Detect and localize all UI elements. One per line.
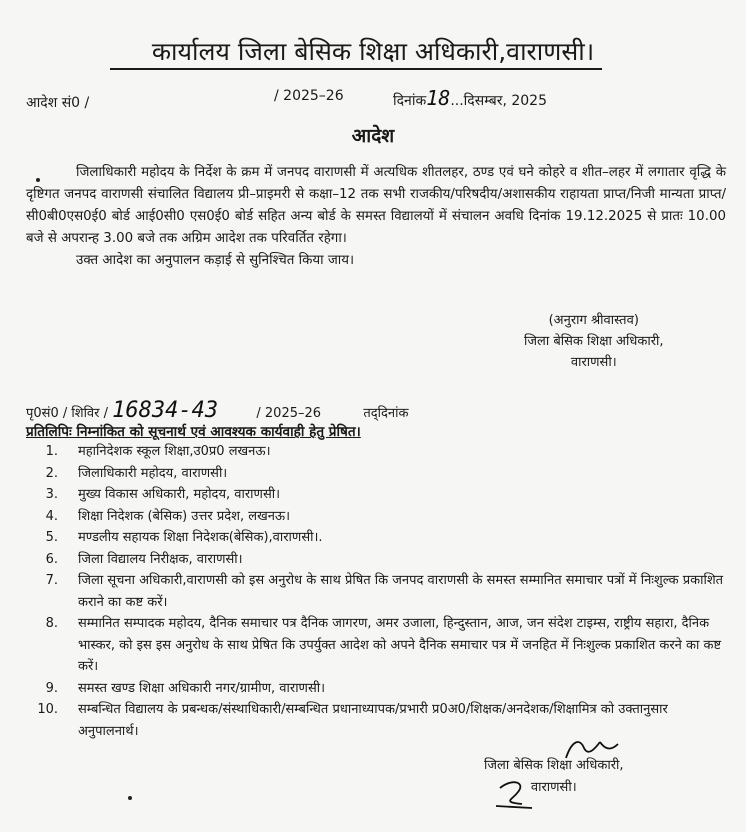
order-date-dots: ... <box>450 93 464 109</box>
recipient-number: 2. <box>45 465 58 481</box>
reference-date: तद्‌दिनांक <box>363 406 409 421</box>
order-date-prefix: दिनांक <box>393 93 427 109</box>
recipient-number: 10. <box>37 702 58 717</box>
recipient-item <box>26 527 726 549</box>
reference-year: / 2025–26 <box>256 406 322 421</box>
recipient-item <box>26 678 726 700</box>
recipient-item <box>26 441 726 463</box>
recipient-text: जिला विद्यालय निरीक्षक, वाराणसी। <box>78 551 243 567</box>
recipient-item <box>26 613 726 678</box>
recipient-list <box>26 441 726 742</box>
recipient-number: 7. <box>45 573 58 588</box>
recipient-item <box>26 549 726 571</box>
signatory-block <box>524 310 664 373</box>
recipient-number: 8. <box>45 616 58 631</box>
reference-number-handwritten: 16834-43 <box>112 398 219 423</box>
reference-line <box>26 398 408 423</box>
signatory-place: वाराणसी। <box>570 355 617 370</box>
title-underline <box>110 68 602 70</box>
footer-signatory-designation: जिला बेसिक शिक्षा अधिकारी, <box>484 758 624 773</box>
order-year: / 2025–26 <box>274 88 344 104</box>
recipient-item <box>26 570 726 613</box>
order-date <box>393 86 547 110</box>
recipient-text: जिला सूचना अधिकारी,वाराणसी को इस अनुरोध के साथ प्रेषित कि जनपद वाराणसी के समस्त सम्मानित समाचार पत्रों में निःशुल्क प्रकाशित कराने का कष्ट करें। <box>78 573 724 610</box>
order-date-handwritten: 18 <box>426 86 451 110</box>
recipient-text: मुख्य विकास अधिकारी, महोदय, वाराणसी। <box>78 487 281 502</box>
reference-prefix: पृ0सं0 / शिविर / <box>26 406 108 421</box>
signatory-name: (अनुराग श्रीवास्तव) <box>548 313 639 328</box>
recipient-text: सम्बन्धित विद्यालय के प्रबन्धक/संस्थाधिकारी/सम्बन्धित प्रधानाध्यापक/प्रभारी प्र0अ0/शिक्षक/अनदेशक/शिक्षामित्र को उक्तानुसार अनुपालनार्थ। <box>78 702 668 739</box>
recipient-text: शिक्षा निदेशक (बेसिक) उत्तर प्रदेश, लखनऊ। <box>78 508 291 524</box>
order-number: आदेश सं0 / <box>26 95 90 111</box>
order-heading: आदेश <box>351 125 395 147</box>
signature-mark <box>560 730 630 766</box>
footer-signatory-place: वाराणसी। <box>530 780 577 795</box>
office-title: कार्यालय जिला बेसिक शिक्षा अधिकारी,वाराणसी। <box>151 37 595 66</box>
recipient-item <box>26 463 726 485</box>
recipient-number: 9. <box>45 680 58 696</box>
recipient-number: 1. <box>45 444 58 459</box>
recipient-text: सम्मानित सम्पादक महोदय, दैनिक समाचार पत्र दैनिक जागरण, अमर उजाला, हिन्दुस्तान, आज, जन संदेश टाइम्स, राष्ट्रीय सहारा, दैनिक भास्कर, को इस इस अनुरोध के साथ प्रेषित कि उपर्युक्त आदेश को अपने दैनिक समाचार पत्र में जनहित में निःशुल्क प्रकाशित करने का कष्ट करें। <box>78 616 722 674</box>
order-paragraph-1: जिलाधिकारी महोदय के निर्देश के क्रम में जनपद वाराणसी में अत्यधिक शीतलहर, ठण्ड एवं घने कोहरे व शीत–लहर में लगातार वृद्धि के दृष्टिगत जनपद वाराणसी संचालित विद्यालय प्री–प्राइमरी से कक्षा–12 तक सभी राजकीय/परिषदीय/अशासकीय राहायता प्राप्त/निजी मान्यता प्राप्त/सी0बी0एस0ई0 बोर्ड आई0सी0 एस0ई0 बोर्ड सहित अन्य बोर्ड के समस्त विद्यालयों में संचालन अवधि दिनांक 19.12.2025 से प्रातः 10.00 बजे से अपरान्ह 3.00 बजे तक अग्रिम आदेश तक परिवर्तित रहेगा। <box>26 165 726 246</box>
order-body <box>26 162 726 272</box>
signatory-designation: जिला बेसिक शिक्षा अधिकारी, <box>524 334 664 349</box>
copy-to-heading: प्रतिलिपिः निम्नांकित को सूचनार्थ एवं आवश्यक कार्यवाही हेतु प्रेषित। <box>26 424 361 440</box>
punch-mark-bottom <box>128 796 132 800</box>
initials-mark <box>492 774 542 814</box>
recipient-number: 3. <box>45 487 58 502</box>
recipient-number: 6. <box>45 551 58 567</box>
recipient-number: 5. <box>45 530 58 545</box>
order-paragraph-2: उक्त आदेश का अनुपालन कड़ाई से सुनिश्चित किया जाय। <box>76 253 355 268</box>
recipient-text: महानिदेशक स्कूल शिक्षा,उ0प्र0 लखनऊ। <box>78 444 271 459</box>
recipient-number: 4. <box>45 508 58 524</box>
recipient-text: समस्त खण्ड शिक्षा अधिकारी नगर/ग्रामीण, वाराणसी। <box>78 680 326 696</box>
recipient-text: मण्डलीय सहायक शिक्षा निदेशक(बेसिक),वाराणसी।. <box>78 530 323 545</box>
recipient-item <box>26 506 726 528</box>
recipient-text: जिलाधिकारी महोदय, वाराणसी। <box>78 465 228 481</box>
order-date-suffix: दिसम्बर, 2025 <box>463 93 547 109</box>
recipient-item <box>26 484 726 506</box>
